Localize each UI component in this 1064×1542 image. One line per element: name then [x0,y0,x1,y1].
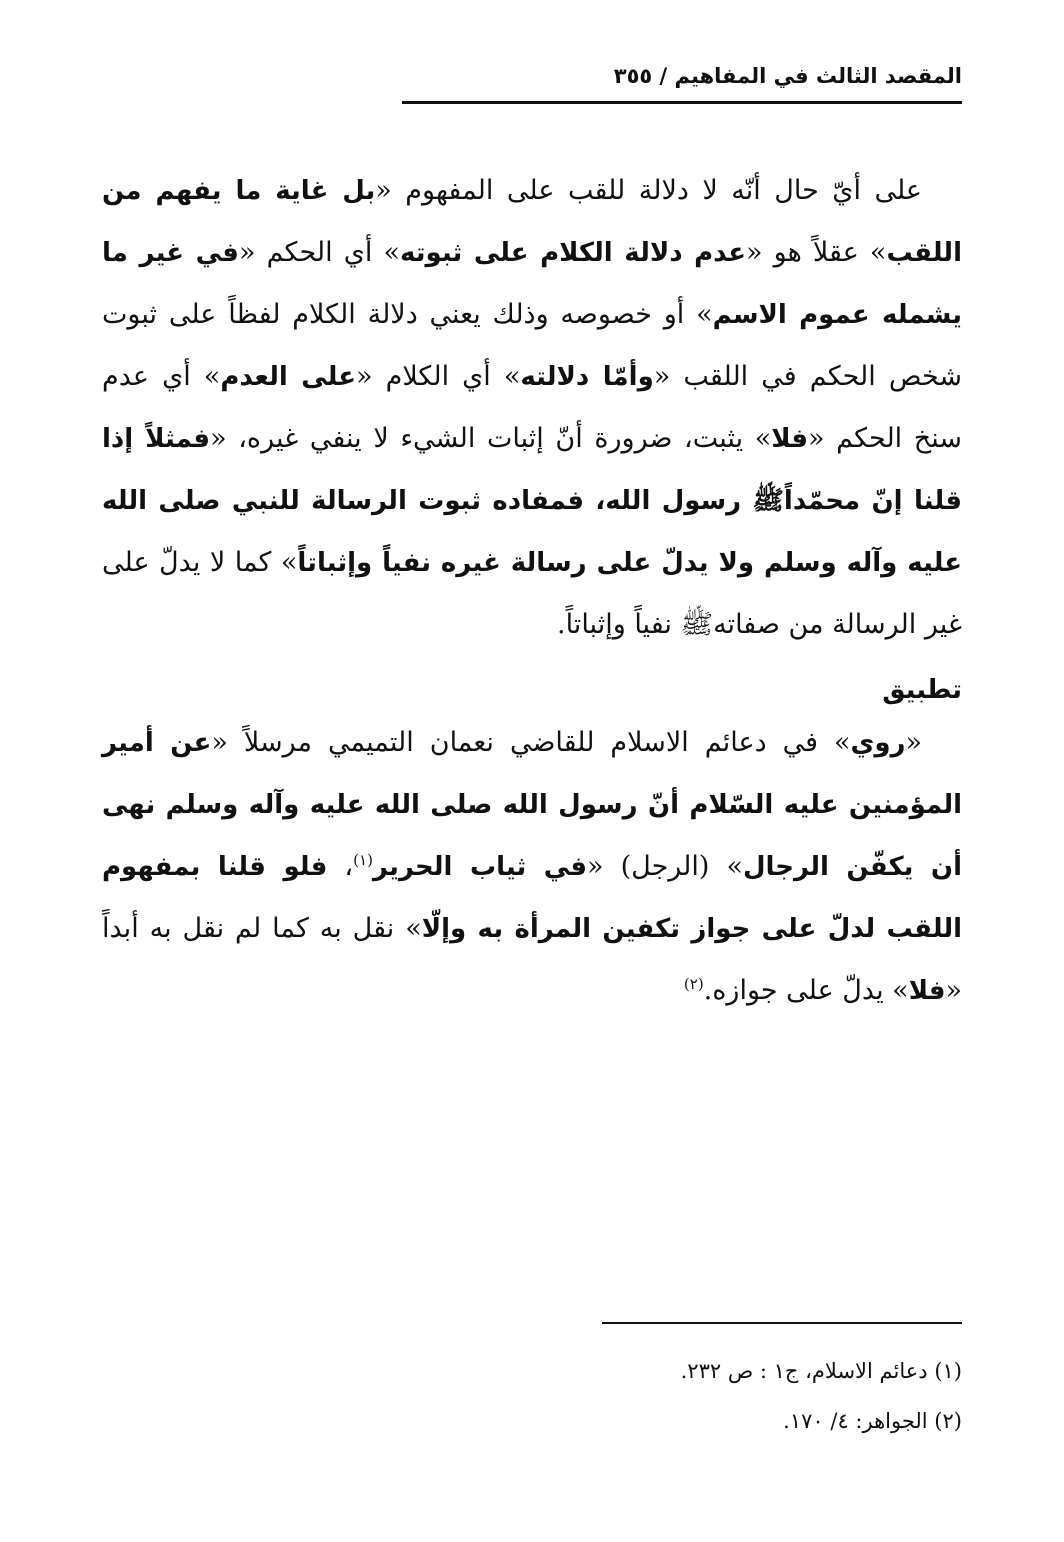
bold-text-run: فمثلاً إذا قلنا إنّ محمّداًﷺ رسول الله، فمفاده ثبوت الرسالة للنبي صلى الله عليه وآله وسلم ولا يدلّ على رسالة غيره نفياً وإثباتاً [102,424,962,578]
bold-text-run: عن أمير المؤمنين عليه السّلام أنّ رسول الله صلى الله عليه وآله وسلم نهى أن يكفّن الرجال [102,728,962,882]
text-run: » يدلّ على جوازه. [703,975,909,1006]
text-run: » في دعائم الاسلام للقاضي نعمان التميمي مرسلاً « [211,727,851,758]
text-run: » أي الحكم « [238,237,401,268]
bold-text-run: فلا [771,424,808,454]
footnote-ref-2[interactable]: (٢) [683,975,704,993]
bold-text-run: فلو قلنا بمفهوم اللقب لدلّ على جواز تكفين المرأة به وإلّا [102,852,962,944]
bold-text-run: في غير ما يشمله عموم الاسم [102,238,962,330]
running-header: المقصد الثالث في المفاهيم / ٣٥٥ [402,58,962,104]
main-paragraph-1 [102,160,962,655]
text-run: » عقلاً هو « [745,237,887,268]
text-run: ، [327,851,354,882]
bold-text-run: فلا [908,976,946,1006]
bold-text-run: عدم دلالة الكلام على ثبوته [400,238,746,268]
footnote-2: (٢) الجواهر: ٤/ ١٧٠. [783,1409,962,1433]
text-run: » أو خصوصه وذلك يعني دلالة الكلام لفظاً على ثبوت شخص الحكم في اللقب « [102,299,963,392]
text-run: » (الرجل) « [587,851,743,882]
bold-text-run: روي [850,728,906,758]
section-heading: تطبيق [882,675,962,705]
text-run: » كما لا يدلّ على غير الرسالة من صفاتهﷺ نفياً وإثباتاً. [102,547,962,640]
text-run: » يثبت، ضرورة أنّ إثبات الشيء لا ينفي غيره، « [210,423,772,454]
paragraph-text [102,712,962,1022]
bold-text-run: وأمّا دلالته [520,362,654,392]
bold-text-run: في ثياب الحرير [372,852,588,882]
text-run: على أيّ حال أنّه لا دلالة للقب على المفهوم « [375,175,922,206]
paragraph-text [102,160,962,655]
text-run: » أي الكلام « [356,361,521,392]
main-paragraph-2 [102,712,962,1022]
text-run: » نقل به كما لم نقل به أبداً « [102,913,962,1006]
bold-text-run: على العدم [220,362,356,392]
text-run: « [905,727,922,758]
footnote-divider [602,1322,962,1324]
footnote-ref-1[interactable]: (١) [353,851,373,869]
footnotes [102,1346,962,1446]
bold-text-run: بل غاية ما يفهم من اللقب [102,176,962,268]
footnote-1: (١) دعائم الاسلام، ج١ : ص ٢٣٢. [680,1359,962,1383]
text-run: » أي عدم سنخ الحكم « [102,361,963,454]
